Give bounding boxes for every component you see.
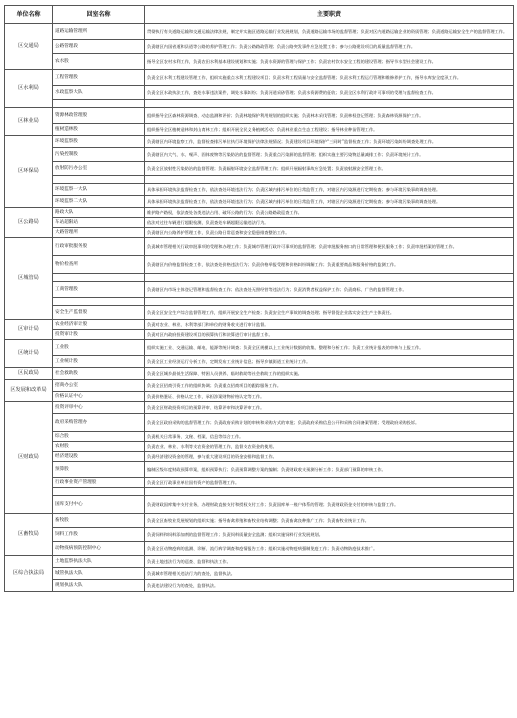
duty-cell: 负责辖区内大气、水、噪声、固体废物等污染防治的监督管理；负责重点污染源的监督管理；组织实施主要污染物总量减排工作；负责环境统计工作。 [145,148,514,162]
institution-cell: 公路管理段 [53,40,145,54]
table-row [5,514,514,528]
table-row [5,478,514,488]
table-row [5,218,514,228]
table-row [5,568,514,580]
duty-cell: 负责全区动物疫病的监测、诊断、流行病学调查和疫情报告工作；组织实施动物疫病强制免疫工作；负责动物防疫技术推广。 [145,542,514,556]
table-row [5,368,514,380]
institution-cell: 环境监察一大队 [53,184,145,196]
unit-name-cell: 区民政局 [5,368,53,380]
duties-table [4,5,514,592]
institution-cell: 工业股 [53,340,145,356]
institution-cell: 国库支付中心 [53,496,145,514]
table-row [5,100,514,108]
duty-cell: 具体承担环境执法监督检查工作，依法查处环境违法行为；负责区域内排污单位的日常监管工作，对辖区内污染源进行定期检查；参与环境污染事故调查处理。 [145,184,514,196]
duty-cell [145,176,514,184]
table-header-row [5,6,514,24]
duty-cell: 负责全区政府采购的监督管理工作；负责政府采购计划的审核和采购方式的审批；负责政府采购信息公开和采购合同备案管理；受理政府采购投诉。 [145,414,514,432]
institution-cell: 行政审批服务股 [53,238,145,256]
table-row [5,306,514,320]
table-row [5,528,514,542]
duty-cell: 负责全区水利工程建设管理工作，组织实施重点水利工程建设项目；负责水利工程质量与安全监督管理；负责水利工程运行管理和维修养护工作，指导水库安全度汛工作。 [145,70,514,86]
table-row [5,320,514,330]
institution-cell: 动物疫病预防控制中心 [53,542,145,556]
institution-cell: 大路管理所 [53,228,145,238]
duty-cell: 负责价格鉴证、价格认定工作，承担涉案财物价格认定等工作。 [145,392,514,402]
unit-name-cell: 区水利局 [5,70,53,108]
table-row [5,40,514,54]
table-row [5,556,514,568]
table-row [5,196,514,208]
table-row [5,208,514,218]
institution-cell [53,100,145,108]
institution-cell: 投资审计股 [53,330,145,340]
institution-cell: 规划执法大队 [53,580,145,592]
duty-cell: 组织指导全区森林资源调查、动态监测和评价；负责林地保护利用规划的组织实施；负责林木采伐管理；负责林权登记管理；负责森林资源保护工作。 [145,108,514,124]
duty-cell [145,100,514,108]
duty-cell: 负责辖区内环境监察工作，监督检查排污单位执行环境保护法律法规情况；负责建设项目环境保护“三同时”监督检查工作；负责环境污染纠纷调查处理工作。 [145,136,514,148]
institution-cell: 环境监察股 [53,136,145,148]
institution-cell: 畜牧股 [53,514,145,528]
duty-cell: 负责对农业、林业、水利等部门和单位的财务收支进行审计监督。 [145,320,514,330]
duty-cell: 负责全区招商引资工作的组织协调；负责重点招商项目的跟踪服务工作。 [145,380,514,392]
duty-cell: 负责辖区内国省道和县道等公路的养护管理工作；负责公路路政管理；负责公路突发事件应急处置工作；参与公路建设项目的质量监督管理工作。 [145,40,514,54]
institution-cell: 价格认证中心 [53,392,145,402]
institution-cell: 车站超限站 [53,218,145,228]
unit-name-cell: 区交通局 [5,24,53,70]
header-duties: 主要职责 [145,6,514,24]
duty-cell: 负责全区城乡最低生活保障、特困人员供养、临时救助等社会救助工作的组织实施。 [145,368,514,380]
duty-cell: 组织指导全区植树造林和封山育林工作；组织开展全民义务植树活动；负责林业重点生态工程建设；指导林业种苗管理工作。 [145,124,514,136]
duty-cell [145,298,514,306]
table-row [5,282,514,298]
duty-cell: 负责辖区内市场主体登记管理和监督检查工作；依法查处无照经营等违法行为；负责消费者权益保护工作；负责商标、广告的监督管理工作。 [145,282,514,298]
table-row [5,184,514,196]
institution-cell: 环境监察二大队 [53,196,145,208]
institution-cell: 安全生产监督股 [53,306,145,320]
duty-cell: 负责全区安全生产综合监督管理工作，组织开展安全生产检查；负责安全生产事故的调查处理；指导督促企业落实安全生产主体责任。 [145,306,514,320]
unit-name-cell: 区审计局 [5,320,53,340]
duty-cell: 编制区级年度财政预算草案，组织预算执行；负责预算调整方案的编制；负责财政收支预测分析工作；负责部门预算的审核工作。 [145,462,514,478]
unit-name-cell: 区环保局 [5,136,53,208]
duty-cell: 具体承担环境执法监督检查工作，依法查处环境违法行为；负责区域内排污单位的日常监管工作，对辖区内污染源进行定期检查；参与环境污染事故调查处理。 [145,196,514,208]
duty-cell: 负责全区畜牧业发展规划的组织实施；指导畜禽养殖和畜牧业结构调整；负责畜禽良种推广工作；负责畜牧业统计工作。 [145,514,514,528]
institution-cell: 农业经济审计股 [53,320,145,330]
institution-cell: 工商管理股 [53,282,145,298]
institution-cell [53,274,145,282]
duty-cell: 贯彻执行有关道路运输和交通运输法律法规，制定并实施区道路运输行业发展规划，负责道路运输市场的监督管理；负责对区内道路运输企业的资质管理；负责道路运输安全生产的监督管理工作。 [145,24,514,40]
table-row [5,542,514,556]
table-row [5,274,514,282]
institution-cell [53,176,145,184]
duty-cell: 组织实施工业、交通运输、邮电、能源等统计调查；负责全区规模以上工业统计数据的收集、整理和分析工作；负责工业统计报表的审核与上报工作。 [145,340,514,356]
duty-cell: 负责全区行政事业单位国有资产的监督管理工作。 [145,478,514,488]
duty-cell: 负责农业、林业、水利等支农资金的管理工作，监督支农资金的使用。 [145,442,514,452]
duty-cell: 负责全区工业经济运行分析工作，定期发布工业统计信息；指导乡镇街道工业统计工作。 [145,356,514,368]
table-row [5,392,514,402]
table-row [5,298,514,306]
institution-cell: 政府采购管理办 [53,414,145,432]
unit-name-cell: 区公路局 [5,208,53,238]
duty-cell: 负责辖区内公路养护管理工作，负责公路日常巡查和安全隐患排查整治工作。 [145,228,514,238]
institution-cell: 污染控制股 [53,148,145,162]
unit-name-cell: 区城管局 [5,238,53,320]
duty-cell: 负责经济建设资金的管理，参与重大建设项目的资金安排和监督工作。 [145,452,514,462]
unit-name-cell: 区财政局 [5,402,53,514]
table-row [5,24,514,40]
table-row [5,356,514,368]
duty-cell: 负责违法建设行为的查处，监督执法。 [145,580,514,592]
institution-cell: 预算股 [53,462,145,478]
table-row [5,86,514,100]
institution-cell: 饲料工作股 [53,528,145,542]
table-row [5,432,514,442]
table-row [5,228,514,238]
unit-name-cell: 区林业局 [5,108,53,136]
duty-cell: 负责财政国库集中支付业务，办理财政直接支付和授权支付工作；负责国库单一账户体系的管理；负责财政资金支付的审核与监督工作。 [145,496,514,514]
duty-cell [145,488,514,496]
duty-cell: 指导全区农村水利工作，负责农田水利基本建设规划和实施；负责水资源的管理与保护工作；负责农村饮水安全工程的建设管理；指导节水型社会建设工作。 [145,54,514,70]
institution-cell: 工程管理股 [53,70,145,86]
institution-cell: 工业统计股 [53,356,145,368]
duty-cell: 负责对区内政府投资建设项目的预算执行和决算进行审计监督工作。 [145,330,514,340]
institution-cell: 农财股 [53,442,145,452]
duty-cell: 负责全区水政执法工作，查处水事违法案件，调处水事纠纷；负责河道采砂管理；负责水资源费的征收；负责全区水利行政许可事项的受理与监督检查工作。 [145,86,514,100]
header-institution: 回室名称 [53,6,145,24]
institution-cell: 行政事业资产管理股 [53,478,145,488]
table-row [5,124,514,136]
institution-cell: 植树造林股 [53,124,145,136]
institution-cell: 物价检查所 [53,256,145,274]
table-row [5,340,514,356]
duty-cell: 维护路产路权，依法查处各类违法占用、破坏公路的行为；负责公路路政巡查工作。 [145,208,514,218]
header-unit: 单位名称 [5,6,53,24]
table-row [5,136,514,148]
duty-cell: 依法对过往车辆进行超限检测，负责查处车辆超限运输违法行为。 [145,218,514,228]
institution-cell: 社会救助股 [53,368,145,380]
unit-name-cell: 区发展和改革局 [5,380,53,402]
table-row [5,256,514,274]
duty-cell: 负责饲料和饲料添加剂的监督管理工作；负责饲料质量安全监测；组织实施饲料行业发展规划。 [145,528,514,542]
institution-cell: 综合股 [53,432,145,442]
unit-name-cell: 区畜牧局 [5,514,53,556]
duty-cell: 负责全区放射性污染防治的监督管理；负责辐射环境安全监督管理工作；组织开展辐射事故应急处置；负责放射源安全管理工作。 [145,162,514,176]
duty-cell: 负责全区财政投资项目的预算评审、结算评审和决算评审工作。 [145,402,514,414]
table-row [5,402,514,414]
institution-cell: 路政大队 [53,208,145,218]
table-row [5,442,514,452]
duty-cell: 负责土地违法行为的巡查、监督和执法工作。 [145,556,514,568]
duty-cell: 负责辖区内价格监督检查工作，依法查处价格违法行为；负责价格举报受理和价格纠纷调解工作；负责重要商品和服务价格的监测工作。 [145,256,514,274]
institution-cell: 水政监察大队 [53,86,145,100]
institution-cell: 招商办公室 [53,380,145,392]
table-row [5,580,514,592]
duty-cell: 负责城市管理相关违法行为的查处，监督执法。 [145,568,514,580]
institution-cell [53,488,145,496]
duty-cell: 负责城市管理相关行政审批事项的受理和办理工作；负责城市管理行政许可事项的监督管理；负责审批服务窗口的日常管理和便民服务工作；负责审批档案的管理工作。 [145,238,514,256]
institution-cell: 土地监察执法大队 [53,556,145,568]
duty-cell [145,274,514,282]
table-row [5,148,514,162]
table-row [5,238,514,256]
institution-cell: 资源林政管理股 [53,108,145,124]
institution-cell: 道路运输管理所 [53,24,145,40]
table-row [5,462,514,478]
institution-cell: 城管执法大队 [53,568,145,580]
table-row [5,488,514,496]
institution-cell: 放射防污办公室 [53,162,145,176]
table-row [5,452,514,462]
institution-cell: 投资评审中心 [53,402,145,414]
table-row [5,70,514,86]
duty-cell: 负责机关日常事务、文秘、档案、信息等综合工作。 [145,432,514,442]
table-row [5,330,514,340]
table-row [5,162,514,176]
unit-name-cell: 区统计局 [5,340,53,368]
table-row [5,496,514,514]
table-row [5,380,514,392]
institution-cell: 经济建设股 [53,452,145,462]
institution-cell: 农水股 [53,54,145,70]
table-row [5,108,514,124]
unit-name-cell: 区综合执法局 [5,556,53,592]
table-body [5,24,514,592]
institution-cell [53,298,145,306]
table-row [5,176,514,184]
table-row [5,414,514,432]
table-row [5,54,514,70]
